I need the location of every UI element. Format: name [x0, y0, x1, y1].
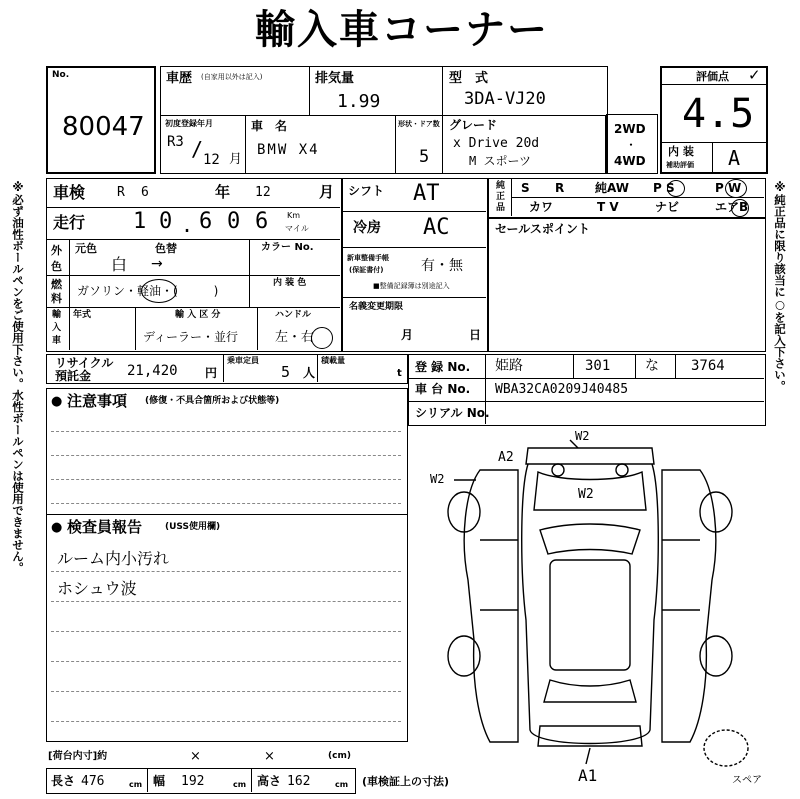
interior-value: A — [728, 146, 741, 170]
mileage-d2: 0 — [159, 209, 173, 234]
interior-color-label: 内 装 色 — [273, 278, 307, 288]
cargo-row — [46, 748, 356, 766]
color-no-label: カラー No. — [261, 242, 314, 253]
middle-block — [46, 178, 342, 352]
load-label: 積載量 — [321, 356, 345, 365]
doors-value: 5 — [419, 147, 430, 167]
handle-value: 左・右 — [275, 330, 315, 345]
width-value: 192 — [181, 774, 205, 789]
drive-dot: ・ — [625, 138, 638, 152]
header-block — [160, 66, 608, 174]
interior-label: 内 装 — [668, 145, 694, 158]
model-code-label: 型 式 — [449, 71, 489, 86]
name-change-label: 名義変更期限 — [349, 302, 404, 312]
history-label: 車歴 — [166, 71, 193, 86]
option-sr-s: S — [521, 181, 530, 195]
diagram-a2: A2 — [498, 450, 514, 465]
capacity-label: 乗車定員 — [227, 356, 259, 365]
inspector-line2: ホシュウ波 — [57, 579, 137, 598]
mileage-d4: 0 — [227, 209, 241, 234]
chassis-value: WBA32CA0209J40485 — [495, 382, 629, 397]
inspection-era: R — [117, 185, 125, 200]
option-sr-r: R — [555, 181, 565, 195]
import-kubun-value: ディーラー・並行 — [143, 330, 239, 344]
model-code-value: 3DA-VJ20 — [464, 89, 546, 109]
option-airbag: エアB — [715, 200, 749, 214]
option-pw: P W — [715, 181, 742, 195]
options-table — [488, 178, 766, 218]
fuel-value: ガソリン・軽油・( ) — [77, 284, 219, 298]
options-head-a: 純 — [496, 181, 506, 191]
shift-block — [342, 178, 488, 352]
repair-label: 補助評価 — [666, 161, 694, 169]
option-ps-circle — [667, 180, 685, 197]
first-reg-year: R3 — [167, 134, 184, 150]
mileage-unit-mile: マイル — [285, 224, 309, 233]
import-year-label: 年式 — [73, 310, 92, 320]
cargo-unit: (cm) — [328, 751, 351, 761]
lot-box — [46, 66, 156, 174]
option-pw-circle — [725, 179, 747, 198]
option-ps: P S — [653, 181, 675, 195]
color-original-value: 白 — [111, 255, 128, 274]
aircon-value: AC — [423, 215, 450, 240]
registration-number: 3764 — [691, 358, 725, 374]
options-head-c: 品 — [496, 203, 506, 213]
right-side-note: ※純正品に限り該当に○を記入下さい。 — [773, 180, 787, 392]
inspector-box — [46, 514, 408, 742]
inspector-bullet: ● — [51, 520, 63, 535]
option-leather: カワ — [529, 200, 554, 214]
name-change-day: 日 — [469, 328, 482, 342]
inspection-year: 6 — [141, 185, 149, 200]
length-value: 476 — [81, 774, 105, 789]
dimensions-row — [46, 768, 356, 794]
recycle-value: 21,420 — [127, 363, 178, 379]
color-arrow: → — [151, 256, 163, 272]
mileage-unit-km: Km — [287, 211, 301, 220]
diagram-spare: スペア — [732, 775, 762, 786]
length-label: 長さ — [51, 774, 76, 788]
color-label: 色 — [51, 260, 62, 273]
handle-circle — [311, 327, 333, 349]
notes-note: (修復・不具合箇所および状態等) — [145, 396, 280, 406]
mileage-comma: . — [181, 213, 194, 237]
fuel-diesel-circle — [141, 279, 177, 303]
recycle-row — [46, 354, 408, 384]
diagram-w2-left: W2 — [430, 472, 445, 486]
height-value: 162 — [287, 774, 311, 789]
option-navi: ナビ — [655, 200, 680, 214]
width-cm: cm — [233, 780, 247, 789]
notes-label: 注意事項 — [67, 392, 128, 410]
load-unit: t — [397, 368, 402, 379]
height-label: 高さ — [257, 774, 282, 788]
diagram-w2-center: W2 — [578, 487, 594, 502]
import-label-2: 入 — [52, 323, 62, 333]
inspector-label: 検査員報告 — [67, 518, 143, 536]
chassis-label: 車 台 No. — [415, 382, 471, 396]
drive-2wd: 2WD — [614, 122, 646, 136]
registration-label: 登 録 No. — [415, 360, 471, 374]
car-diagram — [410, 430, 770, 770]
doors-label: 形状・ドア数 — [398, 120, 440, 128]
notes-box — [46, 388, 408, 514]
registration-kana: な — [645, 358, 659, 374]
dimensions-note: (車検証上の寸法) — [362, 775, 450, 788]
color-changed-label: 色替 — [155, 242, 177, 255]
grade-line2: M スポーツ — [469, 154, 531, 168]
car-name-value: BMW X4 — [257, 142, 320, 158]
import-label-1: 輸 — [52, 310, 62, 320]
displacement-label: 排気量 — [315, 71, 355, 86]
first-reg-month-unit: 月 — [229, 152, 243, 167]
rating-score: 4.5 — [682, 91, 755, 137]
shift-label: シフト — [348, 184, 385, 198]
first-reg-slash: / — [191, 137, 204, 161]
registration-class: 301 — [585, 358, 611, 374]
recycle-unit: 円 — [205, 366, 218, 380]
name-change-month: 月 — [401, 328, 414, 342]
recycle-label-1: リサイクル — [55, 356, 114, 370]
import-label-3: 車 — [52, 336, 62, 346]
options-head-b: 正 — [496, 192, 506, 202]
maintenance-label-2: (保証書付) — [349, 266, 384, 274]
mileage-d5: 6 — [255, 209, 269, 234]
registration-block — [408, 354, 766, 426]
aircon-label: 冷房 — [353, 220, 381, 236]
option-tv: T V — [597, 200, 619, 214]
inspection-month-unit: 月 — [319, 183, 335, 201]
inspector-note: (USS使用欄) — [165, 522, 221, 532]
diagram-w2-top: W2 — [575, 429, 590, 443]
lot-number: 80047 — [62, 112, 145, 142]
mileage-d3: 6 — [199, 209, 213, 234]
capacity-unit: 人 — [303, 366, 316, 380]
drive-4wd: 4WD — [614, 154, 646, 168]
rating-box — [660, 66, 768, 174]
cargo-x1: × — [190, 749, 201, 764]
first-reg-label: 初度登録年月 — [165, 119, 213, 128]
drive-box — [606, 114, 658, 174]
inspector-line1: ルーム内小汚れ — [57, 549, 170, 568]
fuel-label-1: 燃 — [51, 278, 62, 291]
import-kubun-label: 輸 入 区 分 — [175, 310, 221, 320]
page-title: 輸入車コーナー — [255, 7, 549, 53]
left-side-note: ※必ず油性ボールペンをご使用下さい。水性ボールペンは使用できません。 — [11, 180, 25, 574]
notes-bullet: ● — [51, 394, 63, 409]
height-cm: cm — [335, 780, 349, 789]
displacement-value: 1.99 — [337, 91, 381, 112]
color-outer-label: 外 — [51, 244, 62, 257]
inspection-year-unit: 年 — [215, 183, 231, 201]
inspection-month: 12 — [255, 185, 271, 200]
option-aw: 純AW — [595, 181, 629, 195]
cargo-x2: × — [264, 749, 275, 764]
lot-label: No. — [52, 70, 70, 80]
sales-point-box — [488, 218, 766, 352]
maintenance-value: 有・無 — [421, 258, 463, 274]
mileage-label: 走行 — [53, 213, 86, 232]
length-cm: cm — [129, 780, 143, 789]
serial-label: シリアル No. — [415, 406, 490, 420]
recycle-label-2: 預託金 — [55, 369, 92, 383]
mileage-d1: 1 — [133, 209, 147, 234]
fuel-label-2: 料 — [51, 292, 62, 305]
history-note: (自家用以外は記入) — [201, 73, 263, 81]
sales-point-label: セールスポイント — [495, 222, 590, 236]
first-reg-month: 12 — [203, 152, 220, 168]
grade-line1: x Drive 20d — [453, 136, 540, 151]
maintenance-label-1: 新車整備手帳 — [347, 254, 389, 262]
option-airbag-circle — [731, 199, 749, 217]
rating-label: 評価点 — [696, 70, 729, 83]
inspection-label: 車検 — [53, 183, 86, 202]
rating-check: ✓ — [748, 66, 761, 84]
diagram-a1: A1 — [578, 766, 598, 785]
grade-label: グレード — [449, 118, 498, 132]
cargo-label: [荷台内寸]約 — [48, 751, 108, 762]
maintenance-note: ■整備記録簿は別途記入 — [373, 282, 450, 290]
registration-area: 姫路 — [495, 358, 523, 374]
handle-label: ハンドル — [275, 310, 312, 320]
width-label: 幅 — [153, 774, 166, 788]
car-name-label: 車 名 — [251, 119, 288, 133]
shift-value: AT — [413, 181, 440, 206]
capacity-value: 5 — [281, 363, 291, 381]
color-original-label: 元色 — [75, 242, 97, 255]
